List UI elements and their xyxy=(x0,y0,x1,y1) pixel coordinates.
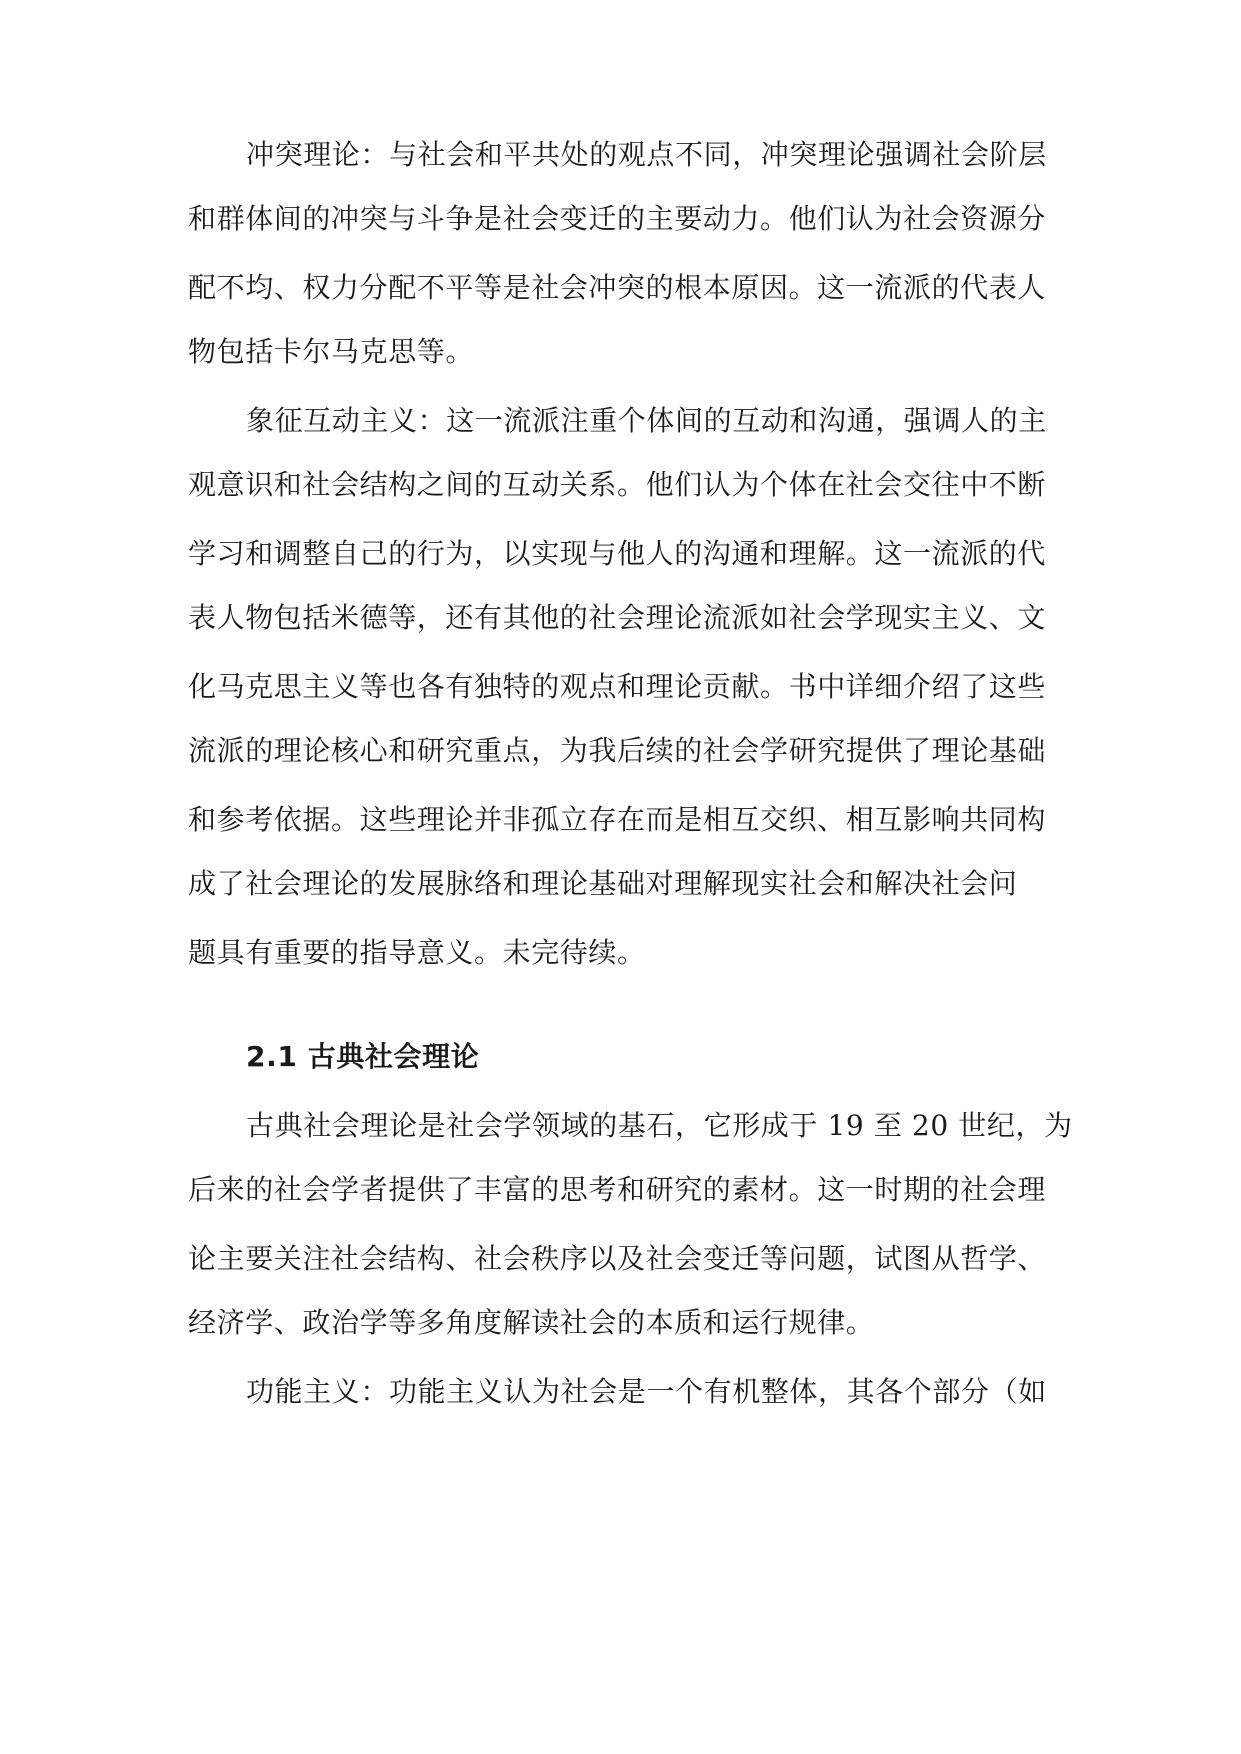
text-line: 观意识和社会结构之间的互动关系。他们认为个体在社会交往中不断 xyxy=(188,468,1047,501)
text-line: 象征互动主义：这一流派注重个体间的互动和沟通，强调人的主 xyxy=(246,404,1047,437)
text-line: 论主要关注社会结构、社会秩序以及社会变迁等问题，试图从哲学、 xyxy=(188,1242,1047,1275)
text-line: 冲突理论：与社会和平共处的观点不同，冲突理论强调社会阶层 xyxy=(246,138,1047,171)
text-line: 物包括卡尔马克思等。 xyxy=(188,335,475,368)
text-line: 表人物包括米德等，还有其他的社会理论流派如社会学现实主义、文 xyxy=(188,601,1047,634)
text-line: 功能主义：功能主义认为社会是一个有机整体，其各个部分（如 xyxy=(246,1375,1047,1408)
text-line: 学习和调整自己的行为，以实现与他人的沟通和理解。这一流派的代 xyxy=(188,537,1047,570)
text-line: 化马克思主义等也各有独特的观点和理论贡献。书中详细介绍了这些 xyxy=(188,670,1047,703)
text-line: 经济学、政治学等多角度解读社会的本质和运行规律。 xyxy=(188,1306,875,1339)
text-line: 配不均、权力分配不平等是社会冲突的根本原因。这一流派的代表人 xyxy=(188,271,1047,304)
text-line: 流派的理论核心和研究重点，为我后续的社会学研究提供了理论基础 xyxy=(188,734,1047,767)
section-heading: 2.1 古典社会理论 xyxy=(246,1040,480,1073)
text-line: 和参考依据。这些理论并非孤立存在而是相互交织、相互影响共同构 xyxy=(188,803,1047,836)
text-line: 古典社会理论是社会学领域的基石，它形成于 19 至 20 世纪，为 xyxy=(246,1109,1073,1142)
text-line: 成了社会理论的发展脉络和理论基础对理解现实社会和解决社会问 xyxy=(188,867,1018,900)
text-line: 后来的社会学者提供了丰富的思考和研究的素材。这一时期的社会理 xyxy=(188,1173,1047,1206)
text-line: 和群体间的冲突与斗争是社会变迁的主要动力。他们认为社会资源分 xyxy=(188,202,1047,235)
text-line: 题具有重要的指导意义。未完待续。 xyxy=(188,936,646,969)
